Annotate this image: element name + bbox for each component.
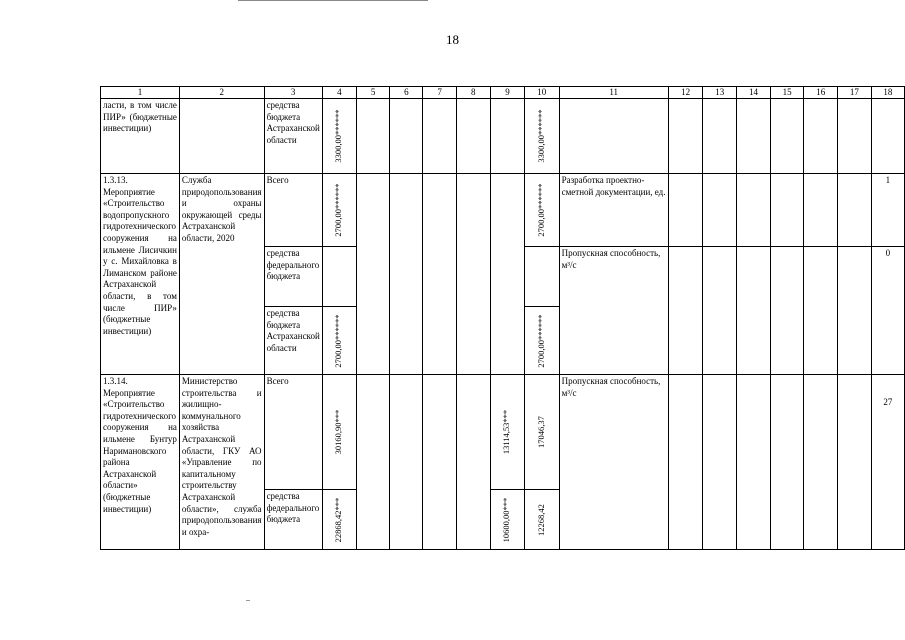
empty-cell [737, 174, 771, 247]
amount-2019 [490, 490, 524, 550]
header-cell: 3 [264, 87, 322, 99]
empty-cell [390, 99, 423, 174]
amount-total [322, 174, 356, 247]
amount-text: 17046,37 [536, 416, 546, 448]
amount-2020 [525, 174, 560, 247]
empty-cell [838, 375, 872, 550]
measure-name: ласти, в том числе ПИР» (бюджетные инвестиции) [101, 99, 180, 174]
empty-cell [770, 99, 804, 174]
empty-cell [703, 247, 737, 375]
empty-cell [456, 99, 490, 174]
empty-cell [456, 174, 490, 375]
empty-cell [668, 174, 703, 247]
header-cell: 12 [668, 87, 703, 99]
table-row [101, 375, 905, 490]
empty-cell [703, 174, 737, 247]
empty-cell [770, 247, 804, 375]
funding-source: средства федерального бюджета [264, 247, 322, 307]
empty-cell [737, 247, 771, 375]
table-row [101, 174, 905, 247]
header-row [101, 87, 905, 99]
indicator-cell: Пропускная способность, м³/с [559, 375, 668, 550]
header-cell: 18 [871, 87, 904, 99]
amount-text: 3300,00****** [536, 109, 546, 163]
funding-source: средства бюджета Астраханской области [264, 99, 322, 174]
amount-text: 10600,00*** [501, 497, 512, 542]
amount-text: 2700,00****** [333, 183, 344, 237]
amount-text: 2700,00****** [536, 183, 546, 237]
header-cell: 10 [525, 87, 560, 99]
empty-cell [804, 375, 838, 550]
indicator-cell: Пропускная способность, м³/с [559, 247, 668, 375]
empty-cell [804, 99, 838, 174]
empty-cell [703, 375, 737, 550]
indicator-cell [559, 99, 668, 174]
indicator-value: 0 [871, 247, 904, 375]
header-cell: 15 [770, 87, 804, 99]
header-cell: 2 [179, 87, 264, 99]
scan-mark [246, 600, 250, 601]
table-row [101, 99, 905, 174]
empty-cell [423, 174, 456, 375]
header-cell: 11 [559, 87, 668, 99]
header-cell: 17 [838, 87, 872, 99]
funding-source: средства бюджета Астраханской области [264, 307, 322, 375]
amount-text: 2700,00****** [333, 313, 344, 368]
indicator-value: 27 [871, 375, 904, 550]
empty-cell [737, 99, 771, 174]
empty-cell [804, 174, 838, 247]
header-cell: 13 [703, 87, 737, 99]
empty-cell [525, 247, 560, 307]
indicator-value: 1 [871, 174, 904, 247]
amount-2019 [490, 375, 524, 490]
empty-cell [490, 174, 524, 375]
header-cell: 6 [390, 87, 423, 99]
header-cell: 5 [356, 87, 389, 99]
amount-2020 [525, 375, 560, 490]
measure-name: 1.3.13. Мероприятие «Строительство водопропускного гидротехнического сооружения на ильмене Лисичкин у с. Михайловка в Лиманском районе Астраханской области, в том числе ПИР» (бюджетные инвестиции) [101, 174, 180, 375]
indicator-cell: Разработка проектно-сметной документации, ед. [559, 174, 668, 247]
header-cell: 14 [737, 87, 771, 99]
empty-cell [456, 375, 490, 550]
empty-cell [770, 174, 804, 247]
funding-source: Всего [264, 174, 322, 247]
empty-cell [668, 375, 703, 550]
empty-cell [423, 375, 456, 550]
amount-total [322, 375, 356, 490]
empty-cell [871, 99, 904, 174]
executor-cell: Министерство строительства и жилищно-коммунального хозяйства Астраханской области, ГКУ АО «Управление по капитальному строительству Астраханской области», служба природопользования и охра- [179, 375, 264, 550]
executor-cell [179, 99, 264, 174]
empty-cell [838, 99, 872, 174]
header-cell: 7 [423, 87, 456, 99]
empty-cell [838, 174, 872, 247]
amount-total [322, 99, 356, 174]
amount-text: 3300,00****** [333, 109, 344, 163]
empty-cell [322, 247, 356, 307]
empty-cell [356, 375, 389, 550]
amount-text: 30160,90*** [333, 409, 344, 455]
amount-2020 [525, 307, 560, 375]
amount-text: 13114,53*** [501, 409, 512, 455]
header-cell: 1 [101, 87, 180, 99]
header-cell: 16 [804, 87, 838, 99]
header-cell: 9 [490, 87, 524, 99]
empty-cell [423, 99, 456, 174]
amount-total [322, 490, 356, 550]
empty-cell [770, 375, 804, 550]
empty-cell [390, 174, 423, 375]
amount-total [322, 307, 356, 375]
empty-cell [703, 99, 737, 174]
empty-cell [356, 99, 389, 174]
empty-cell [668, 99, 703, 174]
header-cell: 4 [322, 87, 356, 99]
empty-cell [668, 247, 703, 375]
funding-source: Всего [264, 375, 322, 490]
empty-cell [490, 99, 524, 174]
empty-cell [390, 375, 423, 550]
amount-2020 [525, 99, 560, 174]
top-rule [238, 0, 428, 1]
empty-cell [356, 174, 389, 375]
amount-text: 2700,00****** [536, 313, 546, 368]
empty-cell [804, 247, 838, 375]
amount-text: 12268,42 [536, 503, 546, 536]
amount-2020 [525, 490, 560, 550]
header-cell: 8 [456, 87, 490, 99]
amount-text: 22868,42*** [333, 497, 344, 542]
funding-source: средства федерального бюджета [264, 490, 322, 550]
page-number: 18 [446, 32, 459, 47]
empty-cell [737, 375, 771, 550]
executor-cell: Служба природопользования и охраны окружающей среды Астраханской области, 2020 [179, 174, 264, 375]
measure-name: 1.3.14. Мероприятие «Строительство гидротехнического сооружения на ильмене Бунтур Наримановского района Астраханской области» (бюджетные инвестиции) [101, 375, 180, 550]
program-table [100, 86, 905, 550]
empty-cell [838, 247, 872, 375]
